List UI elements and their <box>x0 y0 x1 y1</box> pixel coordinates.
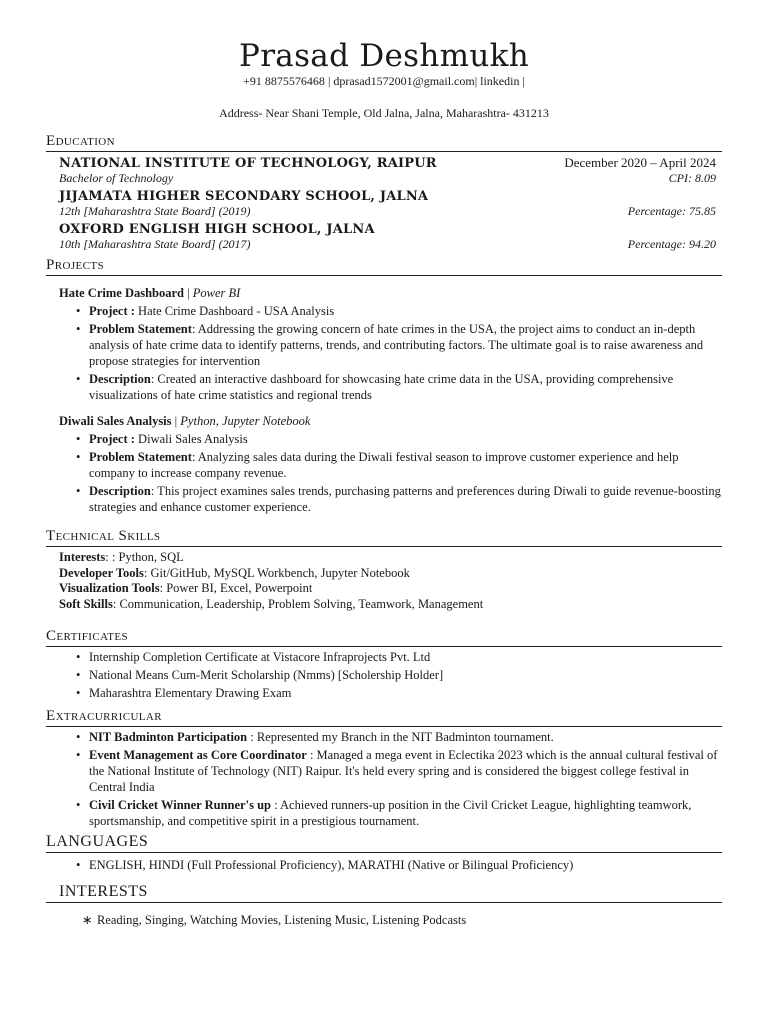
projects-heading: Projects <box>46 256 722 276</box>
list-item: • Project : Diwali Sales Analysis <box>89 431 722 447</box>
project-entry <box>59 413 722 515</box>
list-item: • Internship Completion Certificate at Vistacore Infraprojects Pvt. Ltd <box>89 649 722 665</box>
address-line: Address- Near Shani Temple, Old Jalna, Jalna, Maharashtra- 431213 <box>219 106 549 120</box>
projects-list <box>46 285 722 515</box>
list-item: • Civil Cricket Winner Runner's up : Achieved runners-up position in the Civil Cricket League, highlighting teamwork, sportsmanship, and competitive spirit in a prestigious tournament. <box>89 797 722 829</box>
skill-row: Developer Tools: Git/GitHub, MySQL Workbench, Jupyter Notebook <box>59 565 410 580</box>
degree-text: 12th [Maharashtra State Board] (2019) <box>59 204 251 218</box>
institution-name: OXFORD ENGLISH HIGH SCHOOL, JALNA <box>59 222 375 237</box>
phone-text: +91 8875576468 <box>243 74 325 88</box>
skills-heading: Technical Skills <box>46 527 722 547</box>
list-item: • Project : Hate Crime Dashboard - USA Analysis <box>89 303 722 319</box>
list-item: • Problem Statement: Analyzing sales data during the Diwali festival season to improve customer experience and help company to increase company revenue. <box>89 449 722 481</box>
project-tools: Power BI <box>192 286 241 300</box>
project-name: Hate Crime Dashboard <box>59 286 184 300</box>
interests-list <box>46 912 722 928</box>
project-title: Hate Crime Dashboard | Power BI <box>59 286 241 300</box>
project-bullets <box>59 303 722 403</box>
extracurricular-list <box>46 729 722 829</box>
education-entry <box>59 155 716 186</box>
languages-list <box>46 857 722 873</box>
list-item: • ENGLISH, HINDI (Full Professional Proficiency), MARATHI (Native or Bilingual Proficiency) <box>89 857 722 873</box>
degree-text: 10th [Maharashtra State Board] (2017) <box>59 237 251 251</box>
education-heading: Education <box>46 132 722 152</box>
list-item: • Maharashtra Elementary Drawing Exam <box>89 685 722 701</box>
list-item: • Description: Created an interactive dashboard for showcasing hate crime data in the USA, providing comprehensive visualizations of hate crime statistics and regional trends <box>89 371 722 403</box>
education-entry <box>59 222 716 252</box>
education-dates: December 2020 – April 2024 <box>564 155 716 170</box>
list-item: • NIT Badminton Participation : Represented my Branch in the NIT Badminton tournament. <box>89 729 722 745</box>
list-item: • Problem Statement: Addressing the growing concern of hate crimes in the USA, the project aims to conduct an in-depth analysis of hate crime data to identify patterns, trends, and contributing factors. The ultimate goal is to raise awareness and propose strategies for intervention <box>89 321 722 369</box>
candidate-name: Prasad Deshmukh <box>239 38 529 74</box>
institution-name: JIJAMATA HIGHER SECONDARY SCHOOL, JALNA <box>59 189 429 204</box>
contact-line: +91 8875576468 | dprasad1572001@gmail.com| linkedin | <box>243 74 525 88</box>
skills-list <box>46 550 722 612</box>
linkedin-link[interactable]: linkedin <box>480 74 520 88</box>
education-score: Percentage: 94.20 <box>627 237 716 251</box>
list-item: • National Means Cum-Merit Scholarship (Nmms) [Scholership Holder] <box>89 667 722 683</box>
degree-text: Bachelor of Technology <box>59 171 174 185</box>
resume-page <box>46 38 722 930</box>
project-bullets <box>59 431 722 515</box>
education-entry <box>59 189 716 219</box>
education-score: CPI: 8.09 <box>668 171 716 185</box>
extracurricular-heading: Extracurricular <box>46 707 722 727</box>
project-title: Diwali Sales Analysis | Python, Jupyter Notebook <box>59 414 311 428</box>
education-score: Percentage: 75.85 <box>627 204 716 218</box>
project-entry <box>59 285 722 403</box>
list-item: • Description: This project examines sales trends, purchasing patterns and preferences during Diwali to guide revenue-boosting strategies and enhance customer experience. <box>89 483 722 515</box>
email-link[interactable]: dprasad1572001@gmail.com <box>333 74 475 88</box>
list-item: • Event Management as Core Coordinator : Managed a mega event in Eclectika 2023 which is the annual cultural festival of the National Institute of Technology (NIT) Raipur. It's held every spring and is considered the biggest college festival in Central India <box>89 747 722 795</box>
institution-name: NATIONAL INSTITUTE OF TECHNOLOGY, RAIPUR <box>59 156 437 171</box>
interests-heading: INTERESTS <box>46 883 722 903</box>
project-name: Diwali Sales Analysis <box>59 414 172 428</box>
certificates-list <box>46 649 722 701</box>
languages-heading: LANGUAGES <box>46 833 722 853</box>
skill-row: Soft Skills: Communication, Leadership, Problem Solving, Teamwork, Management <box>59 596 484 611</box>
education-list <box>46 155 722 252</box>
list-item: ∗ Reading, Singing, Watching Movies, Listening Music, Listening Podcasts <box>97 912 722 928</box>
skill-row: Visualization Tools: Power BI, Excel, Powerpoint <box>59 581 313 595</box>
certificates-heading: Certificates <box>46 627 722 647</box>
skill-row: Interests: : Python, SQL <box>59 550 184 564</box>
project-tools: Python, Jupyter Notebook <box>180 414 311 428</box>
